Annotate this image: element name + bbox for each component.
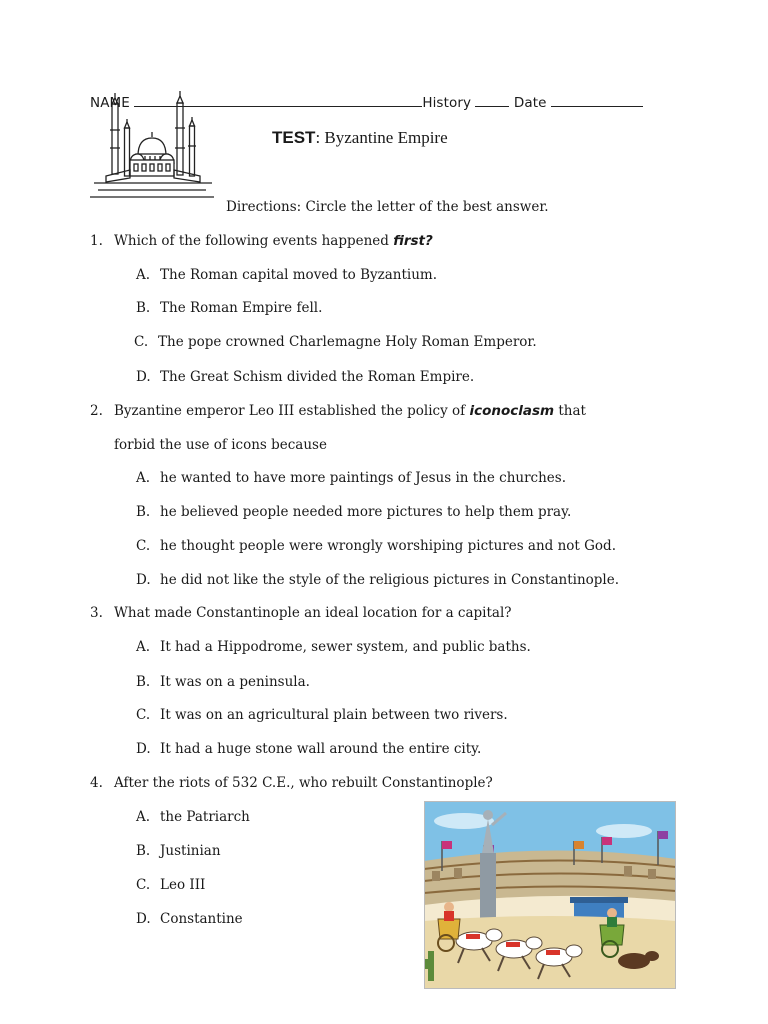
option-text: Justinian bbox=[160, 843, 221, 859]
history-blank[interactable] bbox=[475, 94, 509, 107]
option-text: he believed people needed more pictures to help them pray. bbox=[160, 504, 572, 520]
option-text: he thought people were wrongly worshiping pictures and not God. bbox=[160, 538, 616, 554]
option-letter[interactable]: A. bbox=[136, 809, 151, 825]
option-letter[interactable]: C. bbox=[136, 707, 151, 723]
option-text: It was on a peninsula. bbox=[160, 674, 310, 690]
option-text: Leo III bbox=[160, 877, 206, 893]
question-number: 2. bbox=[90, 403, 103, 419]
option-letter[interactable]: C. bbox=[136, 877, 151, 893]
option-text: The pope crowned Charlemagne Holy Roman Emperor. bbox=[158, 334, 537, 350]
option-letter[interactable]: B. bbox=[136, 843, 151, 859]
option-letter[interactable]: C. bbox=[136, 538, 151, 554]
directions: Directions: Circle the letter of the best answer. bbox=[226, 199, 549, 215]
question-text: Which of the following events happened first? bbox=[114, 233, 433, 249]
question-2-line2: forbid the use of icons because bbox=[114, 437, 327, 453]
question-emphasis: first? bbox=[393, 233, 433, 249]
option-text: Constantine bbox=[160, 911, 243, 927]
header-line bbox=[90, 94, 643, 111]
option-letter[interactable]: C. bbox=[134, 334, 149, 350]
date-blank[interactable] bbox=[551, 94, 643, 107]
question-number: 4. bbox=[90, 775, 103, 791]
option-letter[interactable]: A. bbox=[136, 639, 151, 655]
option-letter[interactable]: B. bbox=[136, 504, 151, 520]
history-label: History bbox=[422, 95, 472, 111]
option-letter[interactable]: D. bbox=[136, 369, 151, 385]
question-number: 1. bbox=[90, 233, 103, 249]
option-letter[interactable]: D. bbox=[136, 741, 151, 757]
question-number: 3. bbox=[90, 605, 103, 621]
name-label: NAME bbox=[90, 95, 130, 111]
option-letter[interactable]: B. bbox=[136, 300, 151, 316]
option-text: The Great Schism divided the Roman Empire. bbox=[160, 369, 475, 385]
question-text: What made Constantinople an ideal location for a capital? bbox=[114, 605, 512, 621]
name-blank[interactable] bbox=[134, 94, 422, 107]
option-letter[interactable]: D. bbox=[136, 572, 151, 588]
option-text: It was on an agricultural plain between two rivers. bbox=[160, 707, 508, 723]
title-rest: : Byzantine Empire bbox=[315, 128, 448, 147]
question-emphasis: iconoclasm bbox=[469, 403, 555, 419]
option-text: the Patriarch bbox=[160, 809, 250, 825]
chariot-race-illustration bbox=[424, 801, 676, 989]
option-text: It had a huge stone wall around the entire city. bbox=[160, 741, 482, 757]
option-letter[interactable]: B. bbox=[136, 674, 151, 690]
option-letter[interactable]: A. bbox=[136, 267, 151, 283]
title-bold: TEST bbox=[272, 128, 316, 147]
option-text: The Roman capital moved to Byzantium. bbox=[160, 267, 438, 283]
question-text: Byzantine emperor Leo III established the policy of iconoclasm that bbox=[114, 403, 586, 419]
option-text: he did not like the style of the religious pictures in Constantinople. bbox=[160, 572, 620, 588]
option-text: The Roman Empire fell. bbox=[160, 300, 323, 316]
option-text: he wanted to have more paintings of Jesus in the churches. bbox=[160, 470, 567, 486]
page-title bbox=[272, 128, 448, 148]
option-letter[interactable]: D. bbox=[136, 911, 151, 927]
option-letter[interactable]: A. bbox=[136, 470, 151, 486]
option-text: It had a Hippodrome, sewer system, and public baths. bbox=[160, 639, 531, 655]
date-label: Date bbox=[513, 95, 547, 111]
question-text: After the riots of 532 C.E., who rebuilt Constantinople? bbox=[114, 775, 493, 791]
